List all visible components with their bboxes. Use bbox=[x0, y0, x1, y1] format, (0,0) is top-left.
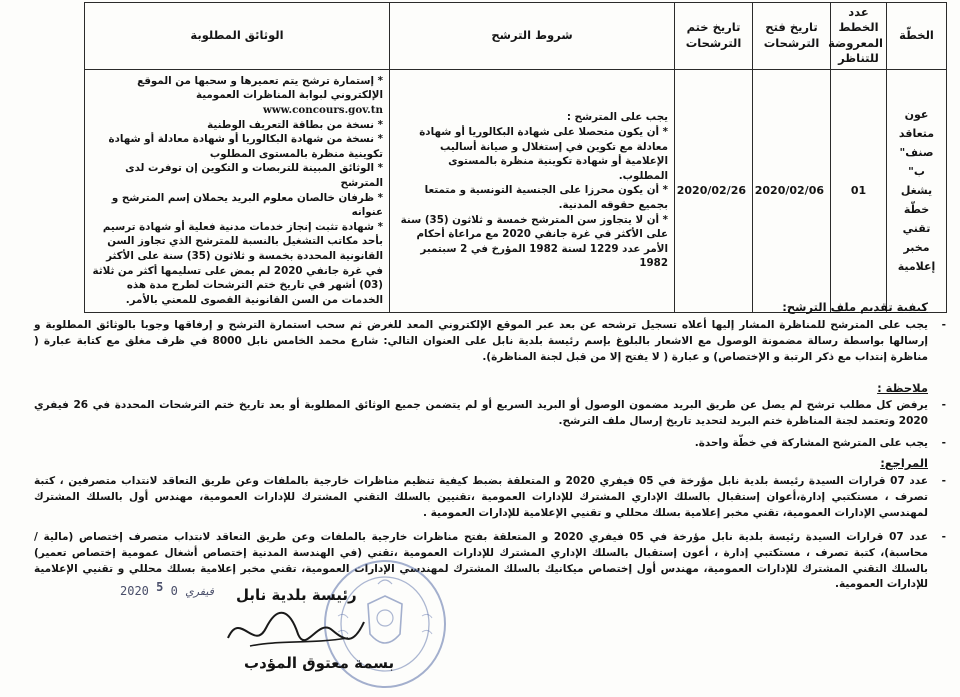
note-paragraph bbox=[34, 398, 946, 430]
notes-title: ملاحظة : bbox=[877, 381, 928, 395]
note-text: يرفض كل مطلب ترشح لم يصل عن طريق البريد مضمون الوصول أو البريد السريع أو لم يتضمن جميع الوثائق المطلوبة أو بعد تاريخ ختم الترشحات المحددة في 26 فيفري 2020 وتعتمد لجنة المناظرة ختم البريد لتحديد تاريخ إرسال ملف الترشح. bbox=[34, 399, 928, 427]
document-item: * نسخة من شهادة البكالوريا أو شهادة معادلة أو شهادة تكوينية منظرة بالمستوى المطلوب bbox=[108, 133, 383, 160]
condition-item: * أن يكون محرزا على الجنسية التونسية و متمتعا بجميع حقوقه المدنية. bbox=[424, 184, 668, 211]
signatory-title: رئيسة بلدية نابل bbox=[236, 586, 357, 604]
header-conditions: شروط الترشح bbox=[390, 3, 675, 70]
header-plan: الخطّة bbox=[887, 3, 947, 70]
reference-text: عدد 07 قرارات السيدة رئيسة بلدية نابل مؤرخة في 05 فيفري 2020 و المتعلقة بضبط كيفية تنظيم مناظرات خارجية بالملفات وعن طريق التعاقد لانتداب متصرفين ، كتبة تصرف ، مستكتبي إدارة،أعوان إستقبال بالسلك الإداري المشترك للإدارات العمومية ،تقنيين بالسلك التقني المشترك للإدارات العمومية، مهندس أول بالسلك المشترك لمهندسي الإدارات العمومية، تقني مخبر إعلامية بسلك محللي و تقنيي الإعلامية للإدارات العمومية . bbox=[34, 475, 929, 519]
table-header-row bbox=[85, 3, 947, 70]
handwritten-signature-icon bbox=[220, 600, 370, 660]
cell-conditions bbox=[390, 69, 675, 312]
condition-item: * أن يكون متحصلا على شهادة البكالوريا أو شهادة معادلة مع تكوين في إستغلال و صيانة أساليب الإعلامية أو شهادة تكوينية منظرة بالمستوى المطلوب. bbox=[419, 125, 668, 182]
header-close-date: تاريخ ختم الترشحات bbox=[675, 3, 753, 70]
document-item: * إستمارة ترشح يتم تعميرها و سحبها من الموقع الإلكتروني لبوابة المناظرات العمومية bbox=[137, 74, 383, 102]
cell-close-date: 2020/02/26 bbox=[675, 69, 753, 312]
how-to-apply-title: كيفية تقديم ملف الترشح: bbox=[782, 300, 928, 314]
table-row bbox=[85, 69, 947, 312]
positions-table bbox=[84, 2, 947, 313]
signatory-name: بسمة معتوق المؤدب bbox=[244, 654, 395, 672]
reference-paragraph bbox=[34, 474, 946, 521]
stamp-date-zero: 0 bbox=[170, 584, 178, 598]
header-open-date: تاريخ فتح الترشحات bbox=[753, 3, 831, 70]
stamp-date-year: 2020 bbox=[120, 584, 149, 598]
cell-count: 01 bbox=[831, 69, 887, 312]
document-item: * شهادة تثبت إنجاز خدمات مدنية فعلية أو شهادة ترسيم بأحد مكاتب التشغيل بالنسبة للمترشح الذي تجاوز السن القانونية المحددة بخمسة و ثلاثون (35) سنة على الأكثر في غرة جانفي 2020 لم يمض على تسليمها أكثر من ثلاثة (03) أشهر في تاريخ ختم الترشحات لطرح مدة هذه الخدمات من السن القانونية القصوى للمعني بالأمر. bbox=[92, 220, 383, 306]
bullet-dash: - bbox=[941, 475, 946, 487]
cell-open-date: 2020/02/06 bbox=[753, 69, 831, 312]
document-item: * الوثائق المبينة للتربصات و التكوين إن توفرت لدى المترشح bbox=[125, 162, 383, 190]
bullet-dash: - bbox=[941, 319, 946, 331]
header-count: عدد الخطط المعروضة للتناظر bbox=[831, 3, 887, 70]
stamp-date-day: 5 bbox=[156, 580, 164, 594]
portal-url-link[interactable]: www.concours.gov.tn bbox=[262, 104, 383, 117]
bullet-dash: - bbox=[941, 437, 946, 449]
references-title: المراجع: bbox=[880, 456, 928, 470]
bullet-dash: - bbox=[941, 531, 946, 543]
cell-plan: عون متعاقد صنف" ب" يشغل خطّة تقني مخبر إعلامية bbox=[887, 69, 947, 312]
reference-text: عدد 07 قرارات السيدة رئيسة بلدية نابل مؤرخة في 05 فيفري 2020 و المتعلقة بفتح مناظرات خارجية بالملفات وعن طريق التعاقد لانتداب متصرف إختصاص (مالية / محاسبة)، كتبة تصرف ، مستكتبي إدارة ، أعون إستقبال بالسلك الإداري المشترك للإدارات العمومية ،تقني (في الهندسة المدنية إختصاص أشغال عمومية إختصاص تعمير) بالسلك التقني المشترك للإدارات العمومية، مهندس أول إختصاص ميكانيك بالسلك المشترك لمهندسي الإدارات العمومية، تقني مخبر إعلامية بسلك محللي و تقنيي الإعلامية للإدارات العمومية. bbox=[34, 531, 929, 591]
document-item: * ظرفان خالصان معلوم البريد يحملان إسم المترشح و عنوانه bbox=[111, 191, 383, 219]
how-to-apply-text: يجب على المترشح للمناظرة المشار إليها أعلاه تسجيل ترشحه عن بعد عبر الموقع الإلكتروني المعد للغرض ثم سحب استمارة الترشح و إرفاقها وجوبا بالوثائق المطلوبة و إرسالها بواسطة رسالة مضمونة الوصول مع الاشعار بالبلوغ بإسم رئيسة بلدية نابل على العنوان التالي: شارع محمد الخامس نابل 8000 في ظرف مغلق مع كتابة عبارة ( مناظرة إنتداب مع ذكر الرتبة و الإختصاص) و عبارة ( لا يفتح إلا من قبل لجنة المناظرة). bbox=[34, 319, 928, 363]
note-text: يجب على المترشح المشاركة في خطّة واحدة. bbox=[694, 437, 928, 449]
how-to-apply-paragraph bbox=[34, 318, 946, 365]
note-paragraph bbox=[34, 436, 946, 452]
stamp-date bbox=[120, 580, 214, 598]
document-item: * نسخة من بطاقة التعريف الوطنية bbox=[207, 118, 383, 131]
condition-intro: يجب على المترشح : bbox=[566, 111, 668, 124]
cell-documents bbox=[85, 69, 390, 312]
header-documents: الوثائق المطلوبة bbox=[85, 3, 390, 70]
condition-item: * أن لا يتجاوز سن المترشح خمسة و ثلاثون (35) سنة على الأكثر في غرة جانفي 2020 مع مراعاة أحكام الأمر عدد 1229 لسنة 1982 المؤرخ في 2 سبتمبر 1982 bbox=[400, 213, 668, 270]
bullet-dash: - bbox=[941, 399, 946, 411]
stamp-date-month: فيفري bbox=[185, 585, 214, 598]
